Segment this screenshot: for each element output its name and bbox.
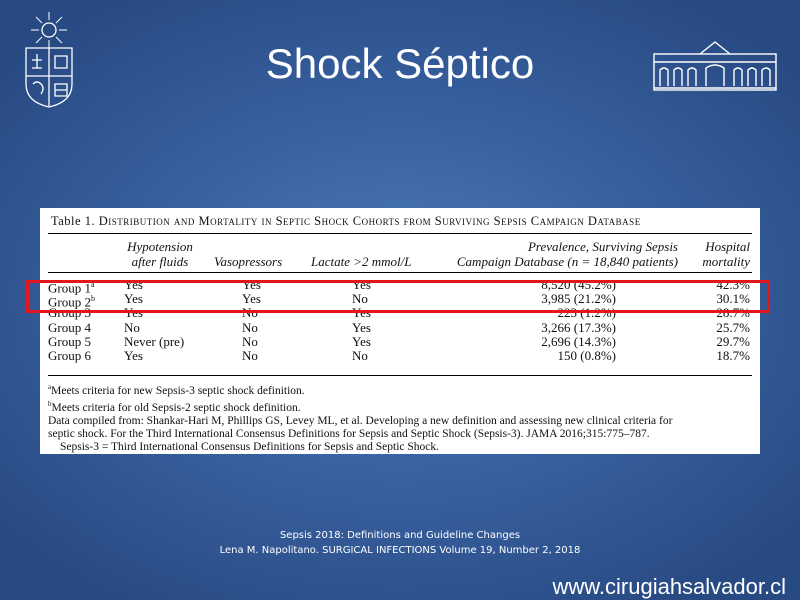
cell-lactate: No (352, 291, 368, 307)
table-caption-text: Distribution and Mortality in Septic Shock Cohorts from Surviving Sepsis Campaign Database (98, 214, 641, 228)
footnote-a-mark: a (48, 383, 52, 391)
cell-prevalence: 8,520 (45.2%) (541, 277, 616, 292)
header-vasopressors: Vasopressors (214, 254, 283, 269)
cell-prevalence: 2,696 (14.3%) (541, 333, 616, 349)
table-caption (51, 214, 751, 229)
cell-lactate: Yes (352, 305, 371, 321)
cell-lactate: No (352, 348, 368, 363)
cell-mortality: 29.7% (716, 333, 750, 349)
source-line-2: Lena M. Napolitano. SURGICAL INFECTIONS Volume 19, Number 2, 2018 (219, 545, 581, 556)
header-hypotension (118, 239, 202, 269)
group-name: Group 6 (48, 348, 91, 363)
footnote-b-mark: b (48, 399, 52, 408)
header-mortality-line2: mortality (702, 254, 750, 269)
table-row-group-label (48, 335, 91, 349)
header-hypotension-line1: Hypotension (127, 239, 193, 254)
footnote-b-text: Meets criteria for old Sepsis-2 septic shock definition. (51, 401, 301, 414)
cell-lactate: Yes (352, 333, 371, 349)
group-name: Group 2 (48, 294, 91, 310)
group-footnote-mark: a (90, 280, 95, 289)
cell-hypotension: Yes (124, 277, 143, 292)
website-url: www.cirugiahsalvador.cl (552, 574, 786, 599)
cell-mortality: 42.3% (716, 277, 750, 292)
cell-vasopressors: No (242, 333, 258, 349)
cell-lactate: Yes (352, 277, 371, 292)
slide-title: Shock Séptico (265, 40, 535, 87)
cell-prevalence: 150 (0.8%) (557, 348, 616, 363)
cell-lactate: Yes (352, 319, 371, 335)
table-top-rule (48, 233, 752, 234)
cell-hypotension: Yes (124, 291, 143, 307)
header-prevalence (424, 239, 678, 269)
cell-prevalence: 3,985 (21.2%) (541, 291, 616, 307)
footnote-data-line2: septic shock. For the Third International Consensus Definitions for Sepsis and Septic Shock (Sepsis-3). JAMA 2016;315:775–787. (48, 427, 650, 440)
footnote-a (48, 381, 756, 398)
header-prevalence-line2: Campaign Database (n = 18,840 patients) (456, 254, 678, 269)
header-hypotension-line2: after fluids (131, 254, 189, 269)
cell-mortality: 28.7% (716, 305, 750, 321)
group-name: Group 4 (48, 319, 91, 335)
source-citation (0, 528, 800, 558)
cell-vasopressors: Yes (242, 291, 261, 307)
group-name: Group 1 (48, 280, 91, 296)
cell-hypotension: Yes (124, 348, 143, 363)
cell-prevalence: 3,266 (17.3%) (541, 319, 616, 335)
cell-prevalence: 223 (1.2%) (557, 305, 616, 321)
header-prevalence-line1: Prevalence, Surviving Sepsis (527, 239, 678, 254)
cell-vasopressors: No (242, 319, 258, 335)
table-footnotes (48, 381, 756, 454)
cell-hypotension: No (124, 319, 140, 335)
source-line-1: Sepsis 2018: Definitions and Guideline Changes (279, 530, 521, 541)
header-mortality (684, 239, 750, 269)
cell-vasopressors: Yes (242, 277, 261, 292)
table-row-group-label (48, 321, 91, 335)
table-header-rule (48, 272, 752, 273)
cell-hypotension: Yes (124, 305, 143, 321)
header-mortality-line1: Hospital (705, 239, 750, 254)
cell-hypotension: Never (pre) (124, 333, 185, 349)
cell-vasopressors: No (242, 305, 258, 321)
highlight-box-groups-1-2 (26, 277, 770, 313)
cell-mortality: 30.1% (716, 291, 750, 307)
footnote-a-text: Meets criteria for new Sepsis-3 septic shock definition. (51, 384, 305, 397)
table-caption-prefix: Table 1. (51, 214, 96, 228)
table-figure (40, 208, 760, 454)
footnote-b (48, 398, 756, 415)
cell-vasopressors: No (242, 348, 258, 363)
cell-mortality: 25.7% (716, 319, 750, 335)
group-footnote-mark: b (90, 294, 95, 304)
footnote-sepsis3: Sepsis-3 = Third International Consensus Definitions for Sepsis and Septic Shock. (60, 440, 440, 453)
header-lactate: Lactate >2 mmol/L (311, 254, 412, 269)
table-row-group-label (48, 349, 91, 363)
group-name: Group 3 (48, 305, 91, 321)
group-name: Group 5 (48, 333, 91, 349)
cell-mortality: 18.7% (716, 348, 750, 363)
table-bottom-rule (48, 375, 752, 376)
footnote-data-line1: Data compiled from: Shankar-Hari M, Phillips GS, Levey ML, et al. Developing a new definition and assessing new clinical criteria for (48, 414, 673, 427)
